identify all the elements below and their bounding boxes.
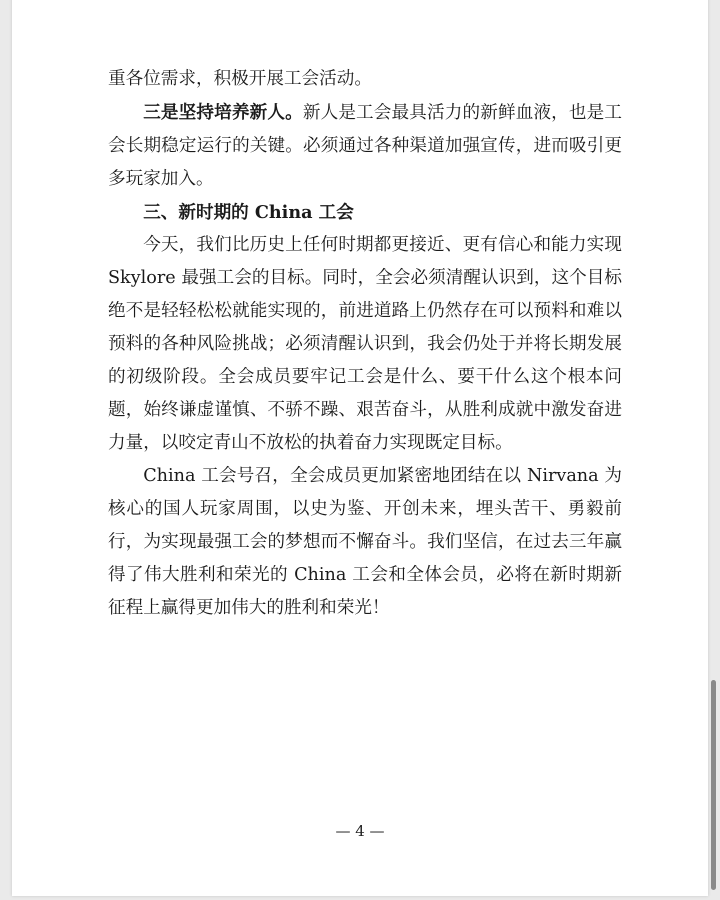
paragraph-text: 重各位需求，积极开展工会活动。 — [108, 69, 372, 89]
document-page — [12, 0, 708, 896]
paragraph-lead: 三是坚持培养新人。 — [143, 102, 303, 123]
paragraph-continuation — [108, 63, 622, 96]
paragraph-today: 今天，我们比历史上任何时期都更接近、更有信心和能力实现 Skylore 最强工会的目标。同时，全会必须清醒认识到，这个目标绝不是轻轻松松就能实现的，前进道路上仍然存在可以预料和难以预料的各种风险挑战；必须清醒认识到，我会仍处于并将长期发展的初级阶段。全会成员要牢记工会是什么、要干什么这个根本问题，始终谦虚谨慎、不骄不躁、艰苦奋斗，从胜利成就中激发奋进力量，以咬定青山不放松的执着奋力实现既定目标。 — [108, 235, 622, 453]
section-heading: 三、新时期的 China 工会 — [143, 202, 354, 223]
paragraph-text: 新人是工会最具活力的新鲜血液，也是工会长期稳定运行的关键。必须通过各种渠道加强宣传，进而吸引更多玩家加入。 — [108, 103, 622, 189]
page-number: — 4 — — [335, 822, 385, 840]
paragraph-call-to-action: China 工会号召，全会成员更加紧密地团结在以 Nirvana 为核心的国人玩家周围，以史为鉴、开创未来，埋头苦干、勇毅前行，为实现最强工会的梦想而不懈奋斗。我们坚信，在过去三年赢得了伟大胜利和荣光的 China 工会和全体会员，必将在新时期新征程上赢得更加伟大的胜利和荣光！ — [108, 466, 622, 618]
page-content — [108, 63, 622, 625]
vertical-scrollbar[interactable] — [711, 680, 716, 890]
paragraph-cultivate-newcomers — [108, 96, 622, 196]
